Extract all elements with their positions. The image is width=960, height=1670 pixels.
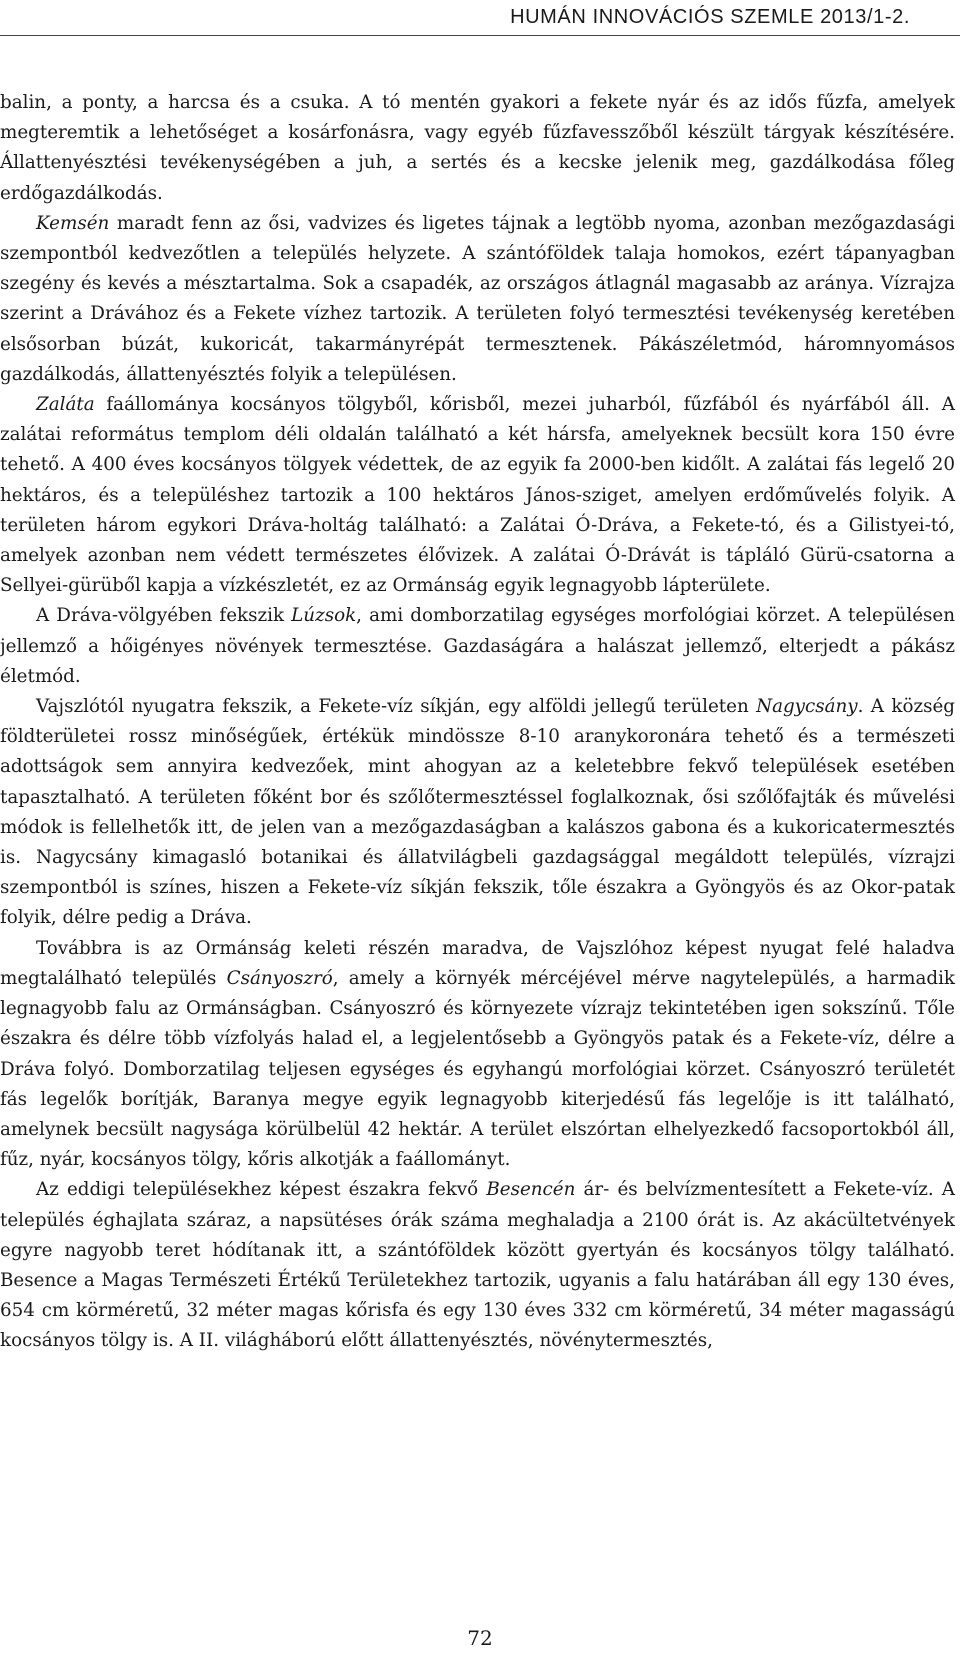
running-header	[0, 0, 960, 38]
paragraph-text: maradt fenn az ősi, vadvizes és ligetes tájnak a legtöbb nyoma, azonban mezőgazdasági szempontból kedvezőtlen a település helyzete. A szántóföldek talaja homokos, ezért tápanyagban szegény és kevés a mésztartalma. Sok a csapadék, az országos átlagnál magasabb az aránya. Vízrajza szerint a Drávához és a Fekete vízhez tartozik. A területen folyó termesztési tevékenység keretében elsősorban búzát, kukoricát, takarmányrépát termesztenek. Pákászéletmód, háromnyomásos gazdálkodás, állattenyésztés folyik a településen.	[0, 212, 955, 385]
place-name-italic: Zaláta	[36, 394, 95, 416]
paragraph	[0, 390, 955, 601]
paragraph	[0, 88, 955, 209]
article-body	[0, 88, 955, 1357]
place-name-italic: Kemsén	[36, 212, 110, 234]
header-divider	[0, 35, 960, 36]
paragraph-text: , amely a környék mércéjével mérve nagytelepülés, a harmadik legnagyobb falu az Ormánságban. Csányoszró és környezete vízrajz tekintetében igen sokszínű. Tőle északra és délre több vízfolyás halad el, a legjelentősebb a Gyöngyös patak és a Fekete-víz, délre a Dráva folyó. Domborzatilag teljesen egységes és egyhangú morfológiai körzet. Csányoszró területét fás legelők borítják, Baranya megye egyik legnagyobb kiterjedésű fás legelője is itt található, amelynek becsült nagysága körülbelül 42 hektár. A terület elszórtan elhelyezkedő facsoportokból áll, fűz, nyár, kocsányos tölgy, kőris alkotják a faállományt.	[0, 967, 955, 1171]
paragraph-text: Az eddigi településekhez képest északra fekvő	[36, 1179, 487, 1201]
paragraph-text: . A község földterületei rossz minőségűek, értékük mindössze 8-10 aranykoronára tehető és a természeti adottságok sem annyira kedvezőek, mint ahogyan az a keletebbre fekvő települések esetében tapasztalható. A területen főként bor és szőlőtermesztéssel foglalkoznak, ősi szőlőfajták és művelési módok is fellelhetők itt, de jelen van a mezőgazdaságban a kalászos gabona és a kukoricatermesztés is. Nagycsány kimagasló botanikai és állatvilágbeli gazdagsággal megáldott település, vízrajzi szempontból is színes, hiszen a Fekete-víz síkján fekszik, tőle északra a Gyöngyös és az Okor-patak folyik, délre pedig a Dráva.	[0, 696, 955, 929]
paragraph-text: faállománya kocsányos tölgyből, kőrisből, mezei juharból, fűzfából és nyárfából áll. A zalátai református templom déli oldalán található a két hársfa, amelyeknek becsült kora 150 évre tehető. A 400 éves kocsányos tölgyek védettek, de az egyik fa 2000-ben kidőlt. A zalátai fás legelő 20 hektáros, és a településhez tartozik a 100 hektáros János-sziget, amelyen erdőművelés folyik. A területen három egykori Dráva-holtág található: a Zalátai Ó-Dráva, a Fekete-tó, és a Gilistyei-tó, amelyek azonban nem védett természetes élővizek. A zalátai Ó-Drávát is tápláló Gürü-csatorna a Sellyei-gürüből kapja a vízkészletét, ez az Ormánság egyik legnagyobb lápterülete.	[0, 394, 955, 597]
place-name-italic: Lúzsok	[291, 605, 357, 627]
paragraph-text: Továbbra is az Ormánság keleti részén maradva, de Vajszlóhoz képest nyugat felé haladva megtalálható település	[0, 937, 955, 989]
paragraph	[0, 692, 955, 934]
journal-title: HUMÁN INNOVÁCIÓS SZEMLE 2013/1-2.	[510, 6, 910, 28]
paragraph-text: Vajszlótól nyugatra fekszik, a Fekete-víz síkján, egy alföldi jellegű területen	[36, 696, 757, 718]
place-name-italic: Besencén	[486, 1179, 576, 1201]
page-number: 72	[467, 1626, 493, 1650]
paragraph-text: , ami domborzatilag egységes morfológiai körzet. A településen jellemző a hőigényes növények termesztése. Gazdaságára a halászat jellemző, elterjedt a pákász életmód.	[0, 605, 955, 687]
place-name-italic: Nagycsány	[756, 696, 858, 718]
paragraph	[0, 934, 955, 1176]
paragraph	[0, 209, 955, 390]
place-name-italic: Csányoszró	[226, 967, 333, 989]
paragraph-text: balin, a ponty, a harcsa és a csuka. A tó mentén gyakori a fekete nyár és az idős fűzfa, amelyek megteremtik a lehetőséget a kosárfonásra, vagy egyéb fűzfavesszőből készült tárgyak készítésére. Állattenyésztési tevékenységében a juh, a sertés és a kecske jelenik meg, gazdálkodása főleg erdőgazdálkodás.	[0, 92, 955, 204]
paragraph	[0, 601, 955, 692]
paragraph	[0, 1175, 955, 1356]
paragraph-text: A Dráva-völgyében fekszik	[36, 605, 292, 627]
paragraph-text: ár- és belvízmentesített a Fekete-víz. A település éghajlata száraz, a napsütéses órák száma meghaladja a 2100 órát is. Az akácültetvények egyre nagyobb teret hódítanak itt, a szántóföldek között gyertyán és kocsányos tölgy található. Besence a Magas Természeti Értékű Területekhez tartozik, ugyanis a falu határában áll egy 130 éves, 654 cm körméretű, 32 méter magas kőrisfa és egy 130 éves 332 cm körméretű, 34 méter magasságú kocsányos tölgy is. A II. világháború előtt állattenyésztés, növénytermesztés,	[0, 1179, 955, 1352]
